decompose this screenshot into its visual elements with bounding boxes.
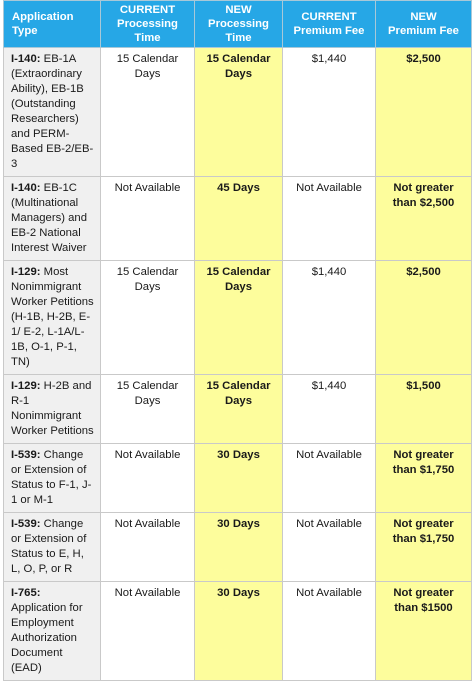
current-premium-fee-cell: Not Available (283, 582, 376, 681)
header-sublabel: Premium Fee (293, 25, 365, 37)
current-premium-fee-cell: $1,440 (283, 48, 376, 177)
form-description: EB-1A (Extraordinary Ability), EB-1B (Outstanding Researchers) and PERM-Based EB-2/EB-3 (11, 53, 94, 170)
new-processing-time-cell: 30 Days (195, 513, 283, 582)
new-premium-fee-cell: $1,500 (376, 375, 472, 444)
new-premium-fee-cell: $2,500 (376, 261, 472, 375)
current-premium-fee-cell: Not Available (283, 444, 376, 513)
header-new-premium-fee (376, 1, 472, 48)
new-processing-time-cell: 15 Calendar Days (195, 375, 283, 444)
form-description: EB-1C (Multinational Managers) and EB-2 National Interest Waiver (11, 182, 87, 254)
current-premium-fee-cell: Not Available (283, 513, 376, 582)
header-label: Application Type (12, 11, 74, 37)
application-type-cell (4, 444, 101, 513)
header-application-type (4, 1, 101, 48)
new-premium-fee-cell: Not greater than $1,750 (376, 444, 472, 513)
header-sublabel: Premium Fee (388, 25, 459, 37)
header-sublabel: Processing Time (208, 18, 269, 44)
new-processing-time-cell: 45 Days (195, 177, 283, 261)
form-number: I-129: (11, 266, 41, 278)
current-processing-time-cell: Not Available (101, 513, 195, 582)
new-processing-time-cell: 30 Days (195, 582, 283, 681)
new-processing-time-cell: 30 Days (195, 444, 283, 513)
table-row (4, 513, 472, 582)
form-description: Application for Employment Authorization Document (EAD) (11, 602, 83, 674)
new-premium-fee-cell: Not greater than $1,750 (376, 513, 472, 582)
current-processing-time-cell: Not Available (101, 582, 195, 681)
new-processing-time-cell: 15 Calendar Days (195, 261, 283, 375)
current-premium-fee-cell: Not Available (283, 177, 376, 261)
header-label: NEW (410, 11, 437, 23)
form-description: H-2B and R-1 Nonimmigrant Worker Petitions (11, 380, 94, 437)
form-number: I-129: (11, 380, 41, 392)
header-current-processing-time (101, 1, 195, 48)
new-premium-fee-cell: Not greater than $1500 (376, 582, 472, 681)
table-row (4, 48, 472, 177)
form-description: Change or Extension of Status to F-1, J-1 or M-1 (11, 449, 92, 506)
current-processing-time-cell: 15 Calendar Days (101, 48, 195, 177)
header-sublabel: Processing Time (117, 18, 178, 44)
header-label: CURRENT (301, 11, 357, 23)
current-processing-time-cell: Not Available (101, 177, 195, 261)
premium-processing-table (3, 0, 472, 681)
current-processing-time-cell: 15 Calendar Days (101, 261, 195, 375)
header-current-premium-fee (283, 1, 376, 48)
form-number: I-539: (11, 518, 41, 530)
application-type-cell (4, 48, 101, 177)
table-row (4, 177, 472, 261)
new-premium-fee-cell: Not greater than $2,500 (376, 177, 472, 261)
application-type-cell (4, 177, 101, 261)
current-processing-time-cell: Not Available (101, 444, 195, 513)
new-premium-fee-cell: $2,500 (376, 48, 472, 177)
application-type-cell (4, 513, 101, 582)
form-number: I-539: (11, 449, 41, 461)
current-processing-time-cell: 15 Calendar Days (101, 375, 195, 444)
form-number: I-140: (11, 53, 41, 65)
form-number: I-765: (11, 587, 41, 599)
new-processing-time-cell: 15 Calendar Days (195, 48, 283, 177)
header-label: CURRENT (119, 4, 176, 16)
table-row (4, 375, 472, 444)
application-type-cell (4, 261, 101, 375)
table-row (4, 444, 472, 513)
table-header-row (4, 1, 472, 48)
table-row (4, 261, 472, 375)
application-type-cell (4, 375, 101, 444)
current-premium-fee-cell: $1,440 (283, 375, 376, 444)
form-description: Most Nonimmigrant Worker Petitions (H-1B, H-2B, E-1/ E-2, L-1A/L-1B, O-1, P-1, TN) (11, 266, 94, 368)
form-description: Change or Extension of Status to E, H, L, O, P, or R (11, 518, 87, 575)
application-type-cell (4, 582, 101, 681)
table-row (4, 582, 472, 681)
header-new-processing-time (195, 1, 283, 48)
header-label: NEW (225, 4, 252, 16)
form-number: I-140: (11, 182, 41, 194)
current-premium-fee-cell: $1,440 (283, 261, 376, 375)
